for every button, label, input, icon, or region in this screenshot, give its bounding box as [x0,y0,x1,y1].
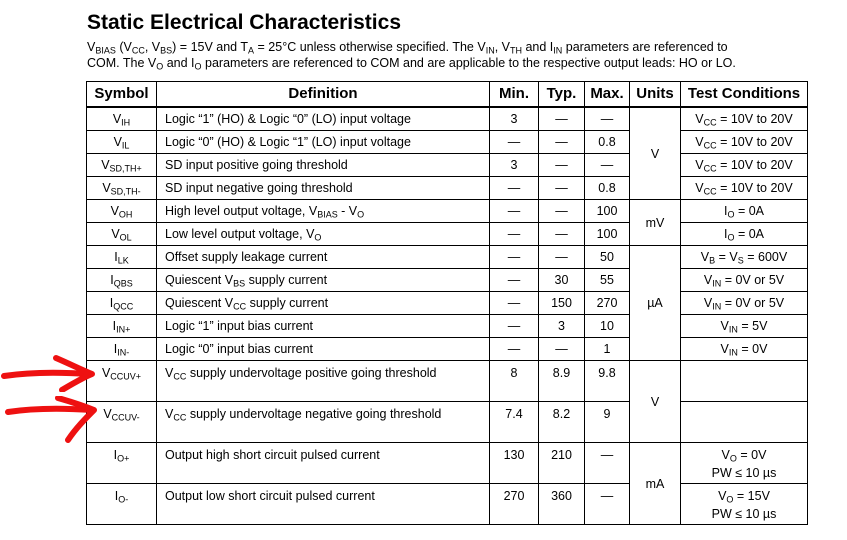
subscript: CC [703,140,717,151]
typ-cell: 8.2 [539,402,585,443]
test-conditions-cell [681,338,808,361]
subscript: BIAS [317,209,338,220]
test-condition-line: PW ≤ 10 µs [711,507,777,521]
test-conditions-cell [681,361,808,402]
max-cell: 270 [585,292,630,315]
test-condition-line: $V_{CC} = 10V$ to 20V [695,158,793,174]
subscript: O- [118,494,129,505]
max-cell: 50 [585,246,630,269]
definition-cell: SD input positive going threshold [157,154,490,177]
typ-cell: — [539,246,585,269]
subscript: CCUV- [111,412,140,423]
definition-cell: $V_{CC}$ supply undervoltage positive going threshold [157,361,490,402]
typ-cell: — [539,107,585,131]
subscript: IN [728,324,738,335]
max-cell: 100 [585,223,630,246]
test-condition-line: PW ≤ 10 µs [711,466,777,480]
table-row [87,443,808,484]
max-cell: 0.8 [585,177,630,200]
table-row [87,131,808,154]
min-cell: 3 [490,154,539,177]
test-conditions-cell [681,292,808,315]
symbol-cell: $V_{CCUV-}$ [87,402,157,443]
symbol-cell: $I_{LK}$ [87,246,157,269]
subscript: LK [117,255,129,266]
definition-cell: Quiescent $V_{BS}$ supply current [157,269,490,292]
typ-cell: 150 [539,292,585,315]
subscript: IN [485,45,495,56]
page-subtitle [87,39,827,71]
subscript: CCUV+ [110,371,142,382]
typ-cell: — [539,177,585,200]
red-arrow-vccuv-minus [0,396,98,444]
symbol-cell: $V_{CCUV+}$ [87,361,157,402]
min-cell: — [490,200,539,223]
subscript: S [737,255,744,266]
definition-cell: Output low short circuit pulsed current [157,484,490,525]
table-row [87,177,808,200]
min-cell: — [490,223,539,246]
test-conditions-cell [681,402,808,443]
test-condition-line: $I_O = 0A$ [723,204,765,220]
subscript: IN- [117,347,130,358]
definition-cell: Logic “0” input bias current [157,338,490,361]
subscript: IN+ [116,324,131,335]
definition-cell: Logic “1” (HO) & Logic “0” (LO) input voltage [157,107,490,131]
min-cell: — [490,292,539,315]
subscript: O [314,232,322,243]
units-cell: V [630,107,681,200]
typ-cell: 30 [539,269,585,292]
header-test-conditions: Test Conditions [681,82,808,108]
subscript: CC [173,412,187,423]
test-conditions-cell [681,269,808,292]
table-row [87,246,808,269]
symbol-cell: $V_{IL}$ [87,131,157,154]
test-condition-line: $V_O = 15V$ [718,489,770,505]
min-cell: 8 [490,361,539,402]
subscript: OL [119,232,132,243]
characteristics-table [86,81,808,525]
definition-cell: $V_{CC}$ supply undervoltage negative going threshold [157,402,490,443]
symbol-cell: $V_{OL}$ [87,223,157,246]
subscript: IN [728,347,738,358]
table-body [87,107,808,525]
subscript: OH [118,209,133,220]
subscript: BS [233,278,246,289]
symbol-cell: $V_{IH}$ [87,107,157,131]
min-cell: — [490,315,539,338]
symbol-cell: $I_{IN-}$ [87,338,157,361]
subscript: CC [131,45,145,56]
subscript: O [726,494,734,505]
test-conditions-cell [681,315,808,338]
subscript: CC [233,301,247,312]
symbol-cell: $I_{O-}$ [87,484,157,525]
subscript: O+ [117,453,130,464]
units-cell: µA [630,246,681,361]
symbol-cell: $I_{O+}$ [87,443,157,484]
table-row [87,223,808,246]
test-condition-line: $V_O = 0V$ [721,448,767,464]
subscript: B [709,255,716,266]
definition-cell: High level output voltage, $V_{BIAS} - V_O$ [157,200,490,223]
table-row [87,484,808,525]
table-row [87,315,808,338]
units-cell: V [630,361,681,443]
test-conditions-cell [681,246,808,269]
symbol-cell: $I_{QBS}$ [87,269,157,292]
typ-cell: — [539,223,585,246]
subscript: TH [509,45,522,56]
typ-cell: 3 [539,315,585,338]
max-cell: 10 [585,315,630,338]
subscript: CC [703,163,717,174]
max-cell: 0.8 [585,131,630,154]
test-conditions-cell [681,443,808,484]
max-cell: 9.8 [585,361,630,402]
test-condition-line: $V_{IN} = 5V$ [720,319,768,335]
subscript: IN [712,301,722,312]
subscript: A [248,45,255,56]
test-conditions-cell [681,223,808,246]
max-cell: — [585,107,630,131]
subtitle-line-1: $V_{BIAS}$ ($V_{CC}$, $V_{BS}) = 15V$ and $T_A = 25^\circ C$ unless otherwise specified. The $V_{IN}$, $V_{TH}$ and $I_{IN}$ parameters are referenced to [87,40,728,56]
subscript: O [357,209,365,220]
definition-cell: Offset supply leakage current [157,246,490,269]
header-definition: Definition [157,82,490,108]
test-condition-line: $V_{CC} = 10V$ to 20V [695,181,793,197]
subscript: O [727,232,735,243]
subscript: IL [121,140,130,151]
test-conditions-cell [681,107,808,131]
header-typ: Typ. [539,82,585,108]
typ-cell: — [539,131,585,154]
subscript: SD,TH- [110,186,141,197]
test-condition-line: $V_B = V_S = 600V$ [700,250,788,266]
min-cell: 270 [490,484,539,525]
definition-cell: SD input negative going threshold [157,177,490,200]
subscript: O [156,61,164,72]
test-condition-line: $V_{IN} = 0V$ or 5V [703,296,785,312]
definition-cell: Logic “0” (HO) & Logic “1” (LO) input voltage [157,131,490,154]
red-arrow-vccuv-plus [0,352,98,392]
subscript: IN [712,278,722,289]
subscript: CC [173,371,187,382]
table-row [87,402,808,443]
typ-cell: — [539,154,585,177]
typ-cell: 8.9 [539,361,585,402]
symbol-cell: $I_{QCC}$ [87,292,157,315]
min-cell: — [490,246,539,269]
test-condition-line: $V_{IN} = 0V$ or 5V [703,273,785,289]
table-row [87,269,808,292]
subscript: BS [160,45,173,56]
table-header-row [87,82,808,108]
header-min: Min. [490,82,539,108]
symbol-cell: $I_{IN+}$ [87,315,157,338]
subscript: O [729,453,737,464]
table-row [87,200,808,223]
subscript: IN [553,45,563,56]
test-conditions-cell [681,484,808,525]
subscript: CC [703,186,717,197]
test-condition-line: $V_{CC} = 10V$ to 20V [695,112,793,128]
subscript: QBS [113,278,133,289]
max-cell: — [585,154,630,177]
min-cell: — [490,177,539,200]
definition-cell: Output high short circuit pulsed current [157,443,490,484]
test-condition-line: $I_O = 0A$ [723,227,765,243]
test-conditions-cell [681,177,808,200]
test-conditions-cell [681,200,808,223]
symbol-cell: $V_{OH}$ [87,200,157,223]
test-condition-line: $V_{CC} = 10V$ to 20V [695,135,793,151]
min-cell: — [490,338,539,361]
subscript: CC [703,117,717,128]
definition-cell: Quiescent $V_{CC}$ supply current [157,292,490,315]
min-cell: 130 [490,443,539,484]
symbol-cell: $V_{SD,TH+}$ [87,154,157,177]
max-cell: — [585,443,630,484]
units-cell: mV [630,200,681,246]
typ-cell: 360 [539,484,585,525]
typ-cell: — [539,338,585,361]
table-row [87,361,808,402]
header-max: Max. [585,82,630,108]
subscript: O [727,209,735,220]
definition-cell: Logic “1” input bias current [157,315,490,338]
min-cell: 3 [490,107,539,131]
table-row [87,154,808,177]
test-conditions-cell [681,154,808,177]
test-condition-line: $V_{IN} = 0V$ [720,342,768,358]
max-cell: 100 [585,200,630,223]
max-cell: 1 [585,338,630,361]
subscript: BIAS [95,45,116,56]
subscript: O [194,61,202,72]
header-units: Units [630,82,681,108]
units-cell: mA [630,443,681,525]
table-row [87,338,808,361]
subtitle-line-2: COM. The $V_O$ and $I_O$ parameters are referenced to COM and are applicable to the respective output leads: HO or LO. [87,56,736,72]
max-cell: 9 [585,402,630,443]
table-row [87,292,808,315]
subscript: SD,TH+ [109,163,142,174]
typ-cell: 210 [539,443,585,484]
table-row [87,107,808,131]
subscript: QCC [113,301,134,312]
header-symbol: Symbol [87,82,157,108]
max-cell: 55 [585,269,630,292]
typ-cell: — [539,200,585,223]
definition-cell: Low level output voltage, $V_O$ [157,223,490,246]
min-cell: — [490,269,539,292]
page-title: Static Electrical Characteristics [87,11,401,34]
subscript: IH [121,117,131,128]
min-cell: — [490,131,539,154]
symbol-cell: $V_{SD,TH-}$ [87,177,157,200]
max-cell: — [585,484,630,525]
min-cell: 7.4 [490,402,539,443]
test-conditions-cell [681,131,808,154]
